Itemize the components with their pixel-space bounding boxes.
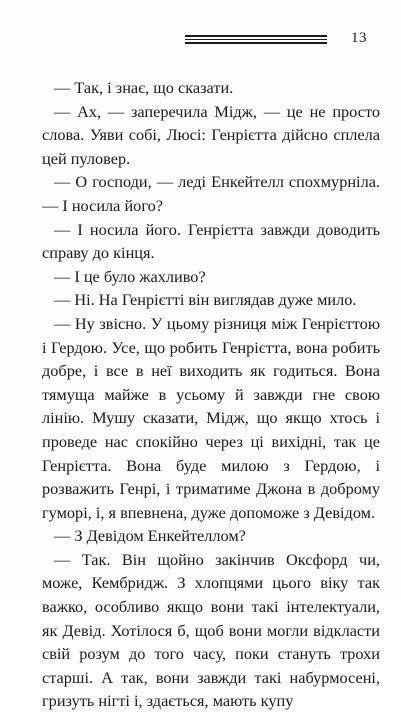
body-text: [42, 76, 380, 713]
running-header: [185, 32, 375, 52]
header-rule: [185, 42, 327, 44]
header-rules: [185, 35, 327, 46]
paragraph: — З Девідом Енкейтеллом?: [54, 526, 246, 546]
paragraph: — Ну звісно. У цьому різниця між Генрієттою і Гердою. Усе, що робить Генрієтта, вона робить добре, і все в неї виходить як годиться. Вона тямуща майже в усьому й завжди гне свою лінію. Мушу сказати, Мідж, що якщо хтось і проведе нас спокійно через ці вихідні, так це Генрієтта. Вона буде милою з Гердою, і розважить Генрі, і триматиме Джона в доброму гуморі, і, я впевнена, дуже допоможе з Девідом.: [42, 313, 380, 522]
paragraph: — І носила його. Генрієтта завжди доводить справу до кінця.: [42, 219, 380, 263]
paragraph: — Ні. На Генрієтті він виглядав дуже мило.: [54, 290, 357, 310]
page-number: 13: [351, 30, 367, 46]
header-rule: [185, 39, 327, 40]
paragraph: — Ах, — заперечила Мідж, — це не просто слова. Уяви собі, Люсі: Генрієтта дійсно сплела цей пуловер.: [42, 101, 380, 168]
paragraph: — Так, і знає, що сказати.: [54, 78, 234, 97]
paragraph: — І це було жахливо?: [54, 266, 206, 286]
header-rule: [185, 35, 327, 37]
paragraph: — Так. Він щойно закінчив Оксфорд чи, може, Кембридж. З хлопцями цього віку так важко, особливо якщо вони такі інтелектуали, як Девід. Хотілося б, щоб вони могли відкласти свій розум до того часу, поки стануть трохи старші. А так, вони завжди такі набурмосені, гризуть нігті і, здається, мають купу: [42, 549, 380, 711]
paragraph: — О господи, — леді Енкейтелл спохмурніла. — І носила його?: [42, 172, 380, 215]
